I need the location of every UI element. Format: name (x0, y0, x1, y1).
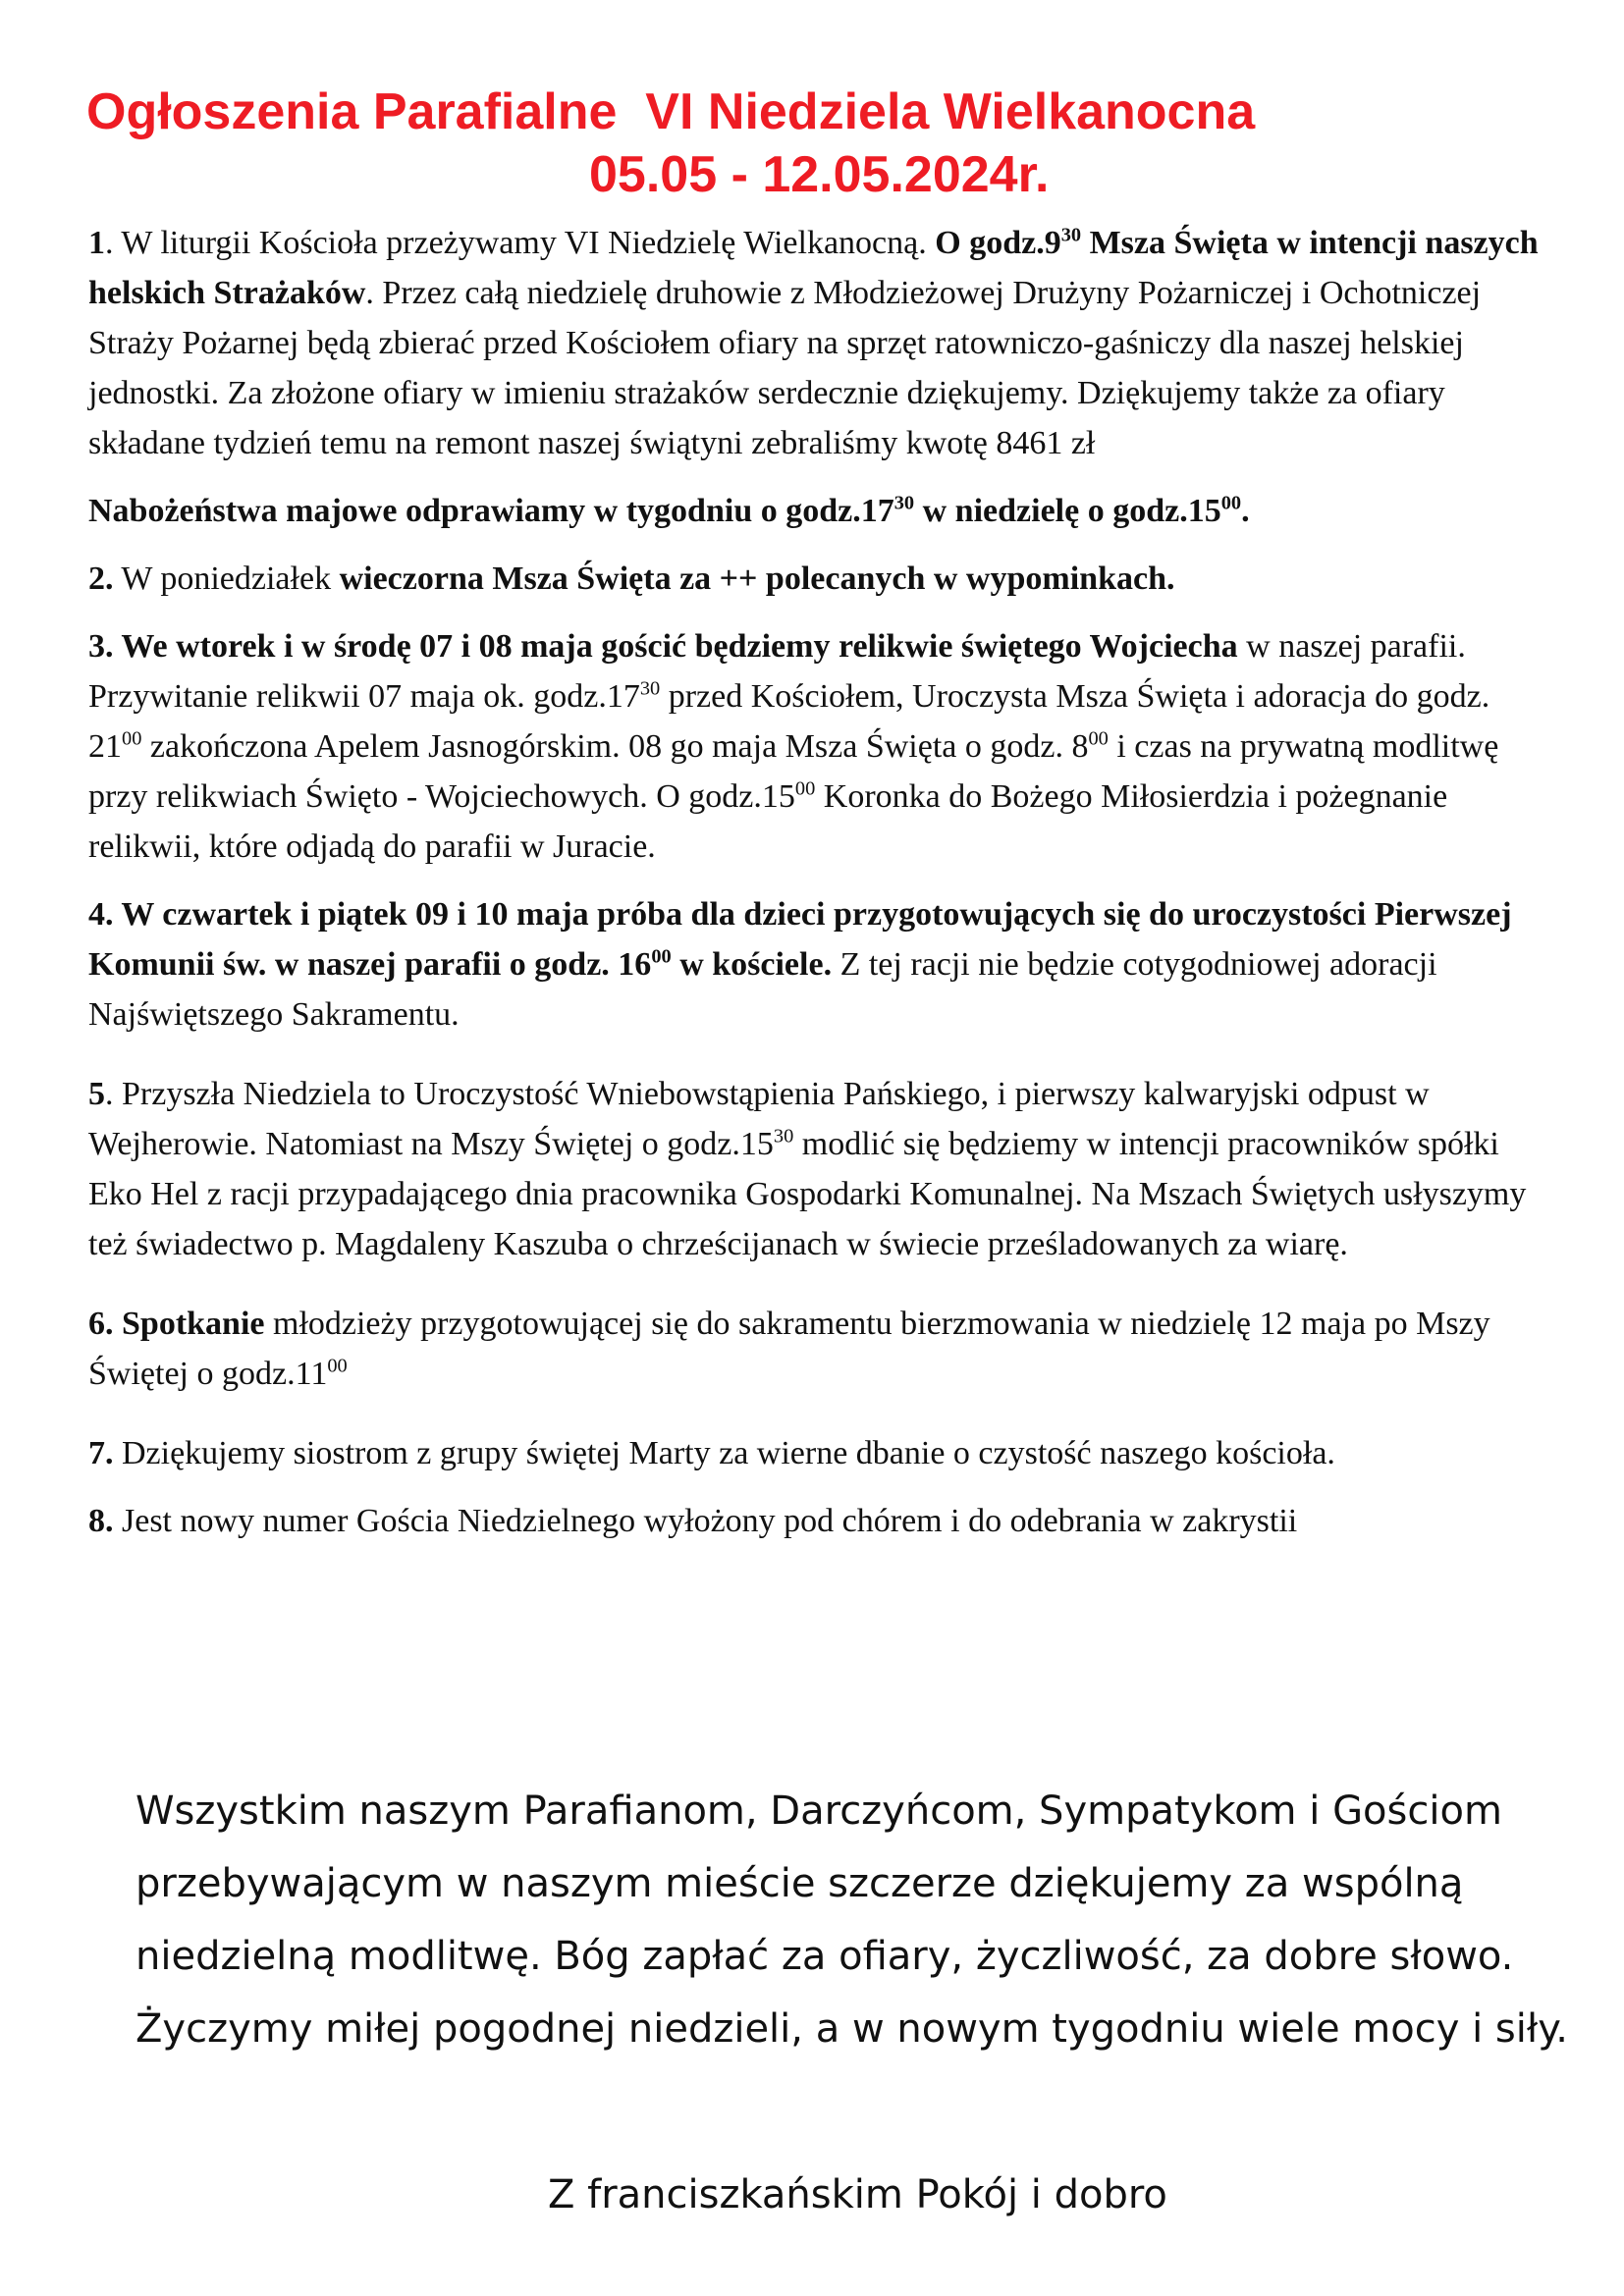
announcement-7 (88, 1428, 1542, 1478)
time-superscript: 00 (122, 727, 142, 750)
date-range: 05.05 - 12.05.2024r. (589, 146, 1050, 203)
announcement-text: w naszej parafii. Przywitanie relikwii 07 maja ok. godz.17 (88, 628, 1466, 715)
announcement-bold-text: wieczorna Msza Święta za ++ polecanych w wypominkach. (339, 561, 1175, 597)
announcement-number: 2. (88, 561, 114, 597)
announcement-text: i czas na prywatną modlitwę przy relikwiach Święto - Wojciechowych. O godz.15 (88, 728, 1499, 815)
time-superscript: 30 (893, 492, 915, 514)
time-superscript: 00 (327, 1355, 348, 1377)
announcement-bold-text: . (1241, 493, 1250, 529)
announcement-6 (88, 1299, 1542, 1399)
announcement-text: . Przyszła Niedziela to Uroczystość Wniebowstąpienia Pańskiego, i pierwszy kalwaryjski odpust w Wejherowie. Natomiast na Mszy Świętej o godz.15 (88, 1076, 1430, 1162)
announcement-number: 8. (88, 1503, 114, 1539)
announcement-bold-text: Msza Święta w intencji naszych helskich Strażaków (88, 225, 1539, 311)
announcements-body (88, 218, 1542, 1546)
announcement-4 (88, 889, 1542, 1040)
time-superscript: 00 (1220, 492, 1242, 514)
announcement-text: Jest nowy numer Gościa Niedzielnego wyłożony pod chórem i do odebrania w zakrystii (113, 1503, 1298, 1539)
announcement-number: 5 (88, 1076, 105, 1112)
announcement-1 (88, 218, 1542, 468)
time-superscript: 30 (639, 677, 661, 700)
announcement-text: Z tej racji nie będzie cotygodniowej adoracji Najświętszego Sakramentu. (88, 946, 1437, 1033)
announcement-bold-text: O godz.9 (935, 225, 1061, 261)
time-superscript: 00 (651, 945, 672, 968)
announcement-text: przed Kościołem, Uroczysta Msza Święta i adoracja do godz. 21 (88, 678, 1490, 765)
announcement-text: zakończona Apelem Jasnogórskim. 08 go maja Msza Święta o godz. 8 (141, 728, 1089, 765)
time-superscript: 30 (1060, 224, 1082, 246)
announcement-text: młodzieży przygotowującej się do sakramentu bierzmowania w niedzielę 12 maja po Mszy Świętej o godz.11 (88, 1306, 1490, 1392)
announcement-3 (88, 621, 1542, 872)
may-devotions-notice (88, 486, 1542, 536)
page-title: Ogłoszenia Parafialne VI Niedziela Wielkanocna (86, 83, 1256, 140)
announcement-number: 7. (88, 1435, 114, 1471)
announcement-number: 1 (88, 225, 105, 261)
time-superscript: 00 (1088, 727, 1109, 750)
announcement-bold-text: 4. W czwartek i piątek 09 i 10 maja próba dla dzieci przygotowujących się do uroczystości Pierwszej Komunii św. w naszej parafii o godz. 16 (88, 896, 1512, 983)
time-superscript: 30 (773, 1125, 794, 1148)
announcement-bold-text: w niedzielę o godz.15 (914, 493, 1221, 529)
announcement-2 (88, 554, 1542, 604)
announcement-bold-text: w kościele. (671, 946, 833, 983)
announcement-bold-text: 6. Spotkanie (88, 1306, 265, 1342)
announcement-text: . Przez całą niedzielę druhowie z Młodzieżowej Drużyny Pożarniczej i Ochotniczej Straży Pożarnej będą zbierać przed Kościołem ofiary na sprzęt ratowniczo-gaśniczy dla naszej helskiej jednostki. Za złożone ofiary w imieniu strażaków serdecznie dziękujemy. Dziękujemy także za ofiary składane tydzień temu na remont naszej świątyni zebraliśmy kwotę 8461 zł (88, 275, 1482, 461)
announcement-text: modlić się będziemy w intencji pracowników spółki Eko Hel z racji przypadającego dnia pracownika Gospodarki Komunalnej. Na Mszach Świętych usłyszymy też świadectwo p. Magdaleny Kaszuba o chrześcijanach w świecie prześladowanych za wiarę. (88, 1126, 1527, 1262)
announcement-text: . W liturgii Kościoła przeżywamy VI Niedzielę Wielkanocną. (105, 225, 936, 261)
announcement-text: Koronka do Bożego Miłosierdzia i pożegnanie relikwii, które odjadą do parafii w Juracie. (88, 778, 1448, 865)
announcement-text: Dziękujemy siostrom z grupy świętej Marty za wierne dbanie o czystość naszego kościoła. (113, 1435, 1335, 1471)
announcement-text: W poniedziałek (113, 561, 340, 597)
announcement-8 (88, 1496, 1542, 1546)
announcement-bold-text: 3. We wtorek i w środę 07 i 08 maja gościć będziemy relikwie świętego Wojciecha (88, 628, 1238, 665)
closing-message: Wszystkim naszym Parafianom, Darczyńcom, Sympatykom i Gościom przebywającym w naszym mieście szczerze dziękujemy za wspólną niedzielną modlitwę. Bóg zapłać za ofiary, życzliwość, za dobre słowo. Życzymy miłej pogodnej niedzieli, a w nowym tygodniu wiele mocy i siły. (135, 1789, 1568, 2052)
announcement-5 (88, 1069, 1542, 1269)
signature-greeting: Z franciszkańskim Pokój i dobro (548, 2172, 1167, 2217)
time-superscript: 00 (794, 777, 816, 800)
announcement-bold-text: Nabożeństwa majowe odprawiamy w tygodniu o godz.17 (88, 493, 894, 529)
